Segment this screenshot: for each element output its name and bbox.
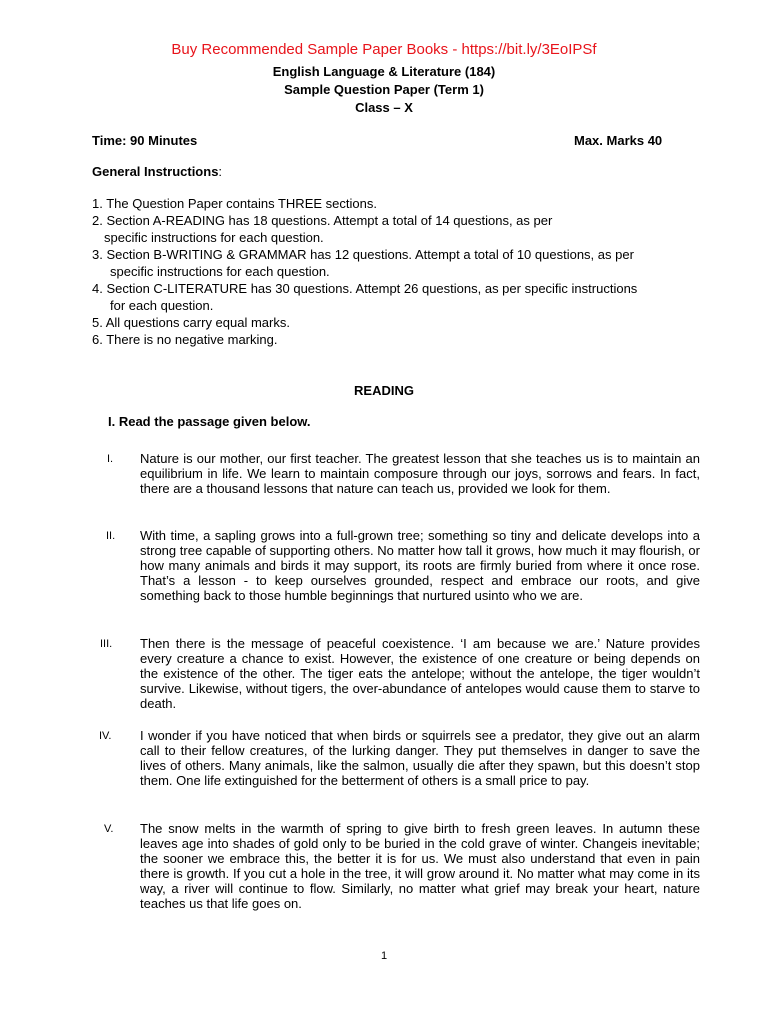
paragraph-text: Nature is our mother, our first teacher. The greatest lesson that she teaches us is to maintain an equilibrium in life. We learn to maintain composure through our joys, sorrows and fears. In fact, there are a thousand lessons that nature can teach us, provided we look for them. <box>140 451 700 496</box>
class-title: Class – X <box>355 100 413 115</box>
instruction-item: 4. Section C-LITERATURE has 30 questions. Attempt 26 questions, as per specific instructions <box>92 281 638 296</box>
promo-banner <box>0 41 768 58</box>
marks-label: Max. Marks 40 <box>574 133 663 148</box>
paragraph-text: I wonder if you have noticed that when birds or squirrels see a predator, they give out an alarm call to their fellow creatures, of the lurking danger. They put themselves in danger to save the lives of others. Many animals, like the salmon, usually die after they spawn, but this doesn’t stop them. One life extinguished for the betterment of others is a small price to pay. <box>140 728 700 788</box>
instruction-item: specific instructions for each question. <box>104 230 324 245</box>
instruction-item: for each question. <box>110 298 214 313</box>
paragraph-number: I. <box>107 453 114 465</box>
promo-text: Buy Recommended Sample Paper Books - <box>171 41 462 58</box>
page-number: 1 <box>380 950 388 962</box>
paragraph-number: V. <box>104 823 114 835</box>
instructions-heading <box>92 164 222 179</box>
paper-title: Sample Question Paper (Term 1) <box>284 82 484 97</box>
instructions-colon: : <box>218 164 223 179</box>
paragraph-text: Then there is the message of peaceful coexistence. ‘I am because we are.’ Nature provides every creature a chance to exist. However, the existence of one creature or being depends on the existence of the other. The tiger eats the antelope; without the antelope, the tiger wouldn’t survive. Likewise, without tigers, the over-abundance of antelopes would cause them to starve to death. <box>140 636 700 711</box>
instruction-item: 6. There is no negative marking. <box>92 332 278 347</box>
section-title: READING <box>354 383 414 398</box>
paragraph-text: The snow melts in the warmth of spring to give birth to fresh green leaves. In autumn these leaves age into shades of gold only to be buried in the cold grave of winter. Changeis inevitable; the sooner we embrace this, the better it is for us. We must also understand that even in pain there is growth. If you cut a hole in the tree, it will grow around it. No matter what may come in its way, a river will continue to flow. Similarly, no matter what grief may break your heart, nature teaches us that life goes on. <box>140 821 700 911</box>
instruction-item: 2. Section A-READING has 18 questions. Attempt a total of 14 questions, as per <box>92 213 553 228</box>
time-label: Time: 90 Minutes <box>92 133 198 148</box>
instructions-list <box>92 195 712 348</box>
instruction-item: 1. The Question Paper contains THREE sections. <box>92 196 377 211</box>
instruction-item: 3. Section B-WRITING & GRAMMAR has 12 questions. Attempt a total of 10 questions, as per <box>92 247 634 262</box>
paragraph-number: IV. <box>99 730 112 742</box>
question-heading: I. Read the passage given below. <box>108 414 311 429</box>
paragraph-text: With time, a sapling grows into a full-grown tree; something so tiny and delicate develops into a strong tree capable of supporting others. No matter how tall it grows, how much it may flourish, or how many animals and birds it may support, its roots are firmly buried from where it once rose. That’s a lesson - to keep ourselves grounded, respect and embrace our roots, and give something back to those humble beginnings that nurtured usinto who we are. <box>140 528 700 603</box>
paragraph-number: III. <box>100 638 113 650</box>
instructions-title: General Instructions <box>92 164 219 179</box>
instruction-item: 5. All questions carry equal marks. <box>92 315 290 330</box>
promo-link[interactable]: https://bit.ly/3EoIPSf <box>461 41 597 58</box>
subject-title: English Language & Literature (184) <box>272 64 496 79</box>
paragraph-number: II. <box>106 530 116 542</box>
instruction-item: specific instructions for each question. <box>110 264 330 279</box>
